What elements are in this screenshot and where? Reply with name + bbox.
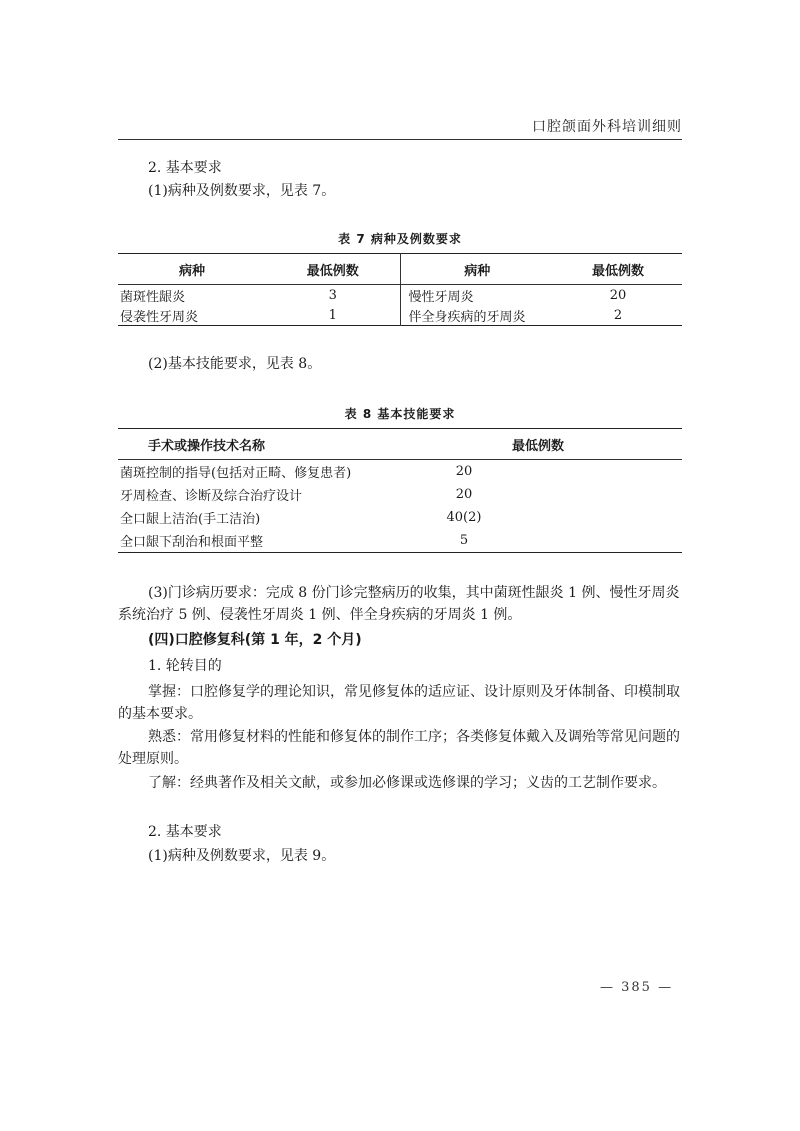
- running-header: 口腔颌面外科培训细则: [532, 119, 682, 135]
- table-cell: 20: [455, 464, 473, 479]
- table-cell: 菌斑性龈炎: [120, 289, 186, 305]
- table7: [118, 253, 682, 326]
- page-number: — 385 —: [600, 980, 674, 995]
- table8: [118, 428, 682, 553]
- table7-col-min-2: 最低例数: [554, 254, 682, 285]
- familiar-text: 熟悉：常用修复材料的性能和修复体的制作工序；各类修复体戴入及调殆等常见问题的处理原则。: [118, 729, 680, 767]
- table-row: [118, 460, 682, 484]
- table-cell: 全口龈上洁治(手工洁治): [120, 512, 261, 527]
- table-cell: 3: [328, 287, 337, 303]
- table-row: [118, 305, 682, 326]
- table8-header-row: [118, 429, 682, 460]
- table-cell: 全口龈下刮治和根面平整: [120, 535, 264, 550]
- table8-col-min: 最低例数: [378, 429, 682, 460]
- skill-requirement-text: (2)基本技能要求，见表 8。: [148, 356, 322, 372]
- table-cell: 侵袭性牙周炎: [120, 309, 199, 325]
- medical-record-requirement: (3)门诊病历要求：完成 8 份门诊完整病历的收集，其中菌斑性龈炎 1 例、慢性牙周炎系统治疗 5 例、侵袭性牙周炎 1 例、伴全身疾病的牙周炎 1 例。: [118, 585, 680, 623]
- basic-requirements-heading: 2. 基本要求: [148, 160, 222, 176]
- table-cell: 菌斑控制的指导(包括对正畸、修复患者): [120, 466, 352, 481]
- table-cell: 慢性牙周炎: [400, 285, 554, 306]
- table8-col-procedure: 手术或操作技术名称: [118, 429, 378, 460]
- table8-caption: 表 8 基本技能要求: [344, 407, 456, 421]
- table-cell: 40(2): [446, 510, 482, 525]
- table-row: [118, 506, 682, 529]
- prosthodontics-heading: (四)口腔修复科(第 1 年，2 个月): [148, 632, 362, 648]
- table-cell: 20: [609, 287, 627, 303]
- understand-text: 了解：经典著作及相关文献，或参加必修课或选修课的学习；义齿的工艺制作要求。: [148, 775, 666, 791]
- header-rule: [118, 139, 682, 140]
- table-row: [118, 483, 682, 506]
- table-cell: 伴全身疾病的牙周炎: [400, 305, 554, 326]
- table-cell: 5: [459, 533, 469, 548]
- table7-caption: 表 7 病种及例数要求: [338, 232, 462, 246]
- rotation-purpose-heading: 1. 轮转目的: [148, 658, 222, 674]
- table-row: [118, 529, 682, 553]
- master-text: 掌握：口腔修复学的理论知识，常见修复体的适应证、设计原则及牙体制备、印模制取的基本要求。: [118, 684, 680, 722]
- table-cell: 2: [613, 307, 623, 323]
- table-cell: 1: [328, 307, 337, 323]
- basic-requirements-heading-2: 2. 基本要求: [148, 824, 222, 840]
- table7-col-min: 最低例数: [266, 254, 400, 285]
- table7-col-disease-2: 病种: [400, 254, 554, 285]
- table-row: [118, 285, 682, 306]
- table7-col-disease: 病种: [118, 254, 266, 285]
- table9-reference-text: (1)病种及例数要求，见表 9。: [148, 848, 336, 864]
- disease-requirement-text: (1)病种及例数要求，见表 7。: [148, 183, 336, 199]
- table-cell: 牙周检查、诊断及综合治疗设计: [120, 489, 303, 504]
- table-cell: 20: [455, 487, 473, 502]
- table7-header-row: [118, 254, 682, 285]
